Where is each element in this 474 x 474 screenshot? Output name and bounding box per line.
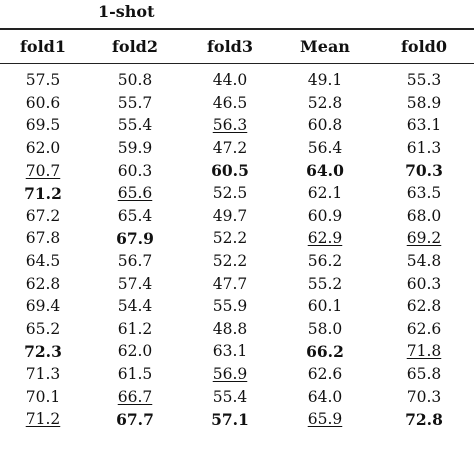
header-fold2: fold2 [112, 36, 158, 56]
table-row [0, 385, 474, 408]
table-cell: 67.7 [116, 409, 154, 429]
header-fold0: fold0 [401, 36, 447, 56]
table-cell: 55.7 [117, 93, 153, 112]
table-cell: 65.9 [307, 410, 343, 429]
table-cell: 61.3 [406, 139, 442, 158]
table-cell: 44.0 [212, 71, 248, 90]
table-cell: 49.1 [307, 71, 343, 90]
table-cell: 63.1 [406, 116, 442, 135]
table-row [0, 272, 474, 295]
table-cell: 70.3 [406, 387, 442, 406]
table-cell: 61.2 [117, 319, 153, 338]
table-cell: 66.7 [117, 387, 153, 406]
table-cell: 71.8 [406, 342, 442, 361]
table-cell: 65.8 [406, 365, 442, 384]
table-row [0, 114, 474, 137]
table-cell: 67.2 [25, 206, 61, 225]
table-cell: 70.1 [25, 387, 61, 406]
group-title-1-shot: 1-shot [98, 2, 155, 21]
table-cell: 64.5 [25, 252, 61, 271]
table-cell: 65.2 [25, 319, 61, 338]
table-cell: 60.3 [117, 161, 153, 180]
table-cell: 55.4 [117, 116, 153, 135]
table-cell: 59.9 [117, 139, 153, 158]
table-cell: 62.6 [406, 319, 442, 338]
table-row [0, 363, 474, 386]
table-cell: 57.4 [117, 274, 153, 293]
table-cell: 67.9 [116, 228, 154, 248]
header-fold3: fold3 [207, 36, 253, 56]
table-cell: 60.9 [307, 206, 343, 225]
table-cell: 52.5 [212, 184, 248, 203]
table-cell: 63.1 [212, 342, 248, 361]
header-fold1: fold1 [20, 36, 66, 56]
table-cell: 71.2 [25, 410, 61, 429]
table-cell: 72.8 [405, 409, 443, 429]
results-table [0, 29, 474, 431]
table-cell: 52.2 [212, 252, 248, 271]
table-row [0, 250, 474, 273]
table-cell: 58.9 [406, 93, 442, 112]
table-cell: 62.0 [117, 342, 153, 361]
table-cell: 55.2 [307, 274, 343, 293]
table-cell: 62.8 [25, 274, 61, 293]
table-cell: 69.2 [406, 229, 442, 248]
table-cell: 62.9 [307, 229, 343, 248]
table-cell: 47.7 [212, 274, 248, 293]
table-cell: 71.3 [25, 365, 61, 384]
table-cell: 56.4 [307, 139, 343, 158]
table-row [0, 340, 474, 363]
table-cell: 55.4 [212, 387, 248, 406]
table-cell: 72.3 [24, 341, 62, 361]
table-cell: 56.7 [117, 252, 153, 271]
table-cell: 55.9 [212, 297, 248, 316]
table-cell: 58.0 [307, 319, 343, 338]
table-cell: 48.8 [212, 319, 248, 338]
header-row [0, 29, 474, 63]
table-row [0, 159, 474, 182]
table-row [0, 63, 474, 92]
table-cell: 46.5 [212, 93, 248, 112]
table-cell: 70.3 [405, 161, 443, 181]
table-cell: 60.6 [25, 93, 61, 112]
table-cell: 71.2 [24, 183, 62, 203]
table-row [0, 182, 474, 205]
table-cell: 60.3 [406, 274, 442, 293]
table-cell: 60.1 [307, 297, 343, 316]
table-row [0, 205, 474, 228]
table-cell: 64.0 [307, 387, 343, 406]
table-cell: 60.8 [307, 116, 343, 135]
table-cell: 65.6 [117, 184, 153, 203]
table-cell: 54.8 [406, 252, 442, 271]
table-cell: 61.5 [117, 365, 153, 384]
table-cell: 63.5 [406, 184, 442, 203]
table-body [0, 63, 474, 431]
table-cell: 69.4 [25, 297, 61, 316]
table-row [0, 295, 474, 318]
table-cell: 56.3 [212, 116, 248, 135]
table-row [0, 318, 474, 341]
table-cell: 52.2 [212, 229, 248, 248]
table-cell: 47.2 [212, 139, 248, 158]
table-cell: 68.0 [406, 206, 442, 225]
table-cell: 57.5 [25, 71, 61, 90]
table-cell: 56.9 [212, 365, 248, 384]
table-cell: 50.8 [117, 71, 153, 90]
table-cell: 54.4 [117, 297, 153, 316]
table-cell: 62.8 [406, 297, 442, 316]
table-row [0, 137, 474, 160]
header-mean: Mean [300, 36, 350, 56]
table-cell: 62.1 [307, 184, 343, 203]
table-cell: 66.2 [306, 341, 344, 361]
table-cell: 57.1 [211, 409, 249, 429]
table-cell: 62.6 [307, 365, 343, 384]
table-row [0, 92, 474, 115]
table-cell: 67.8 [25, 229, 61, 248]
table-cell: 56.2 [307, 252, 343, 271]
table-cell: 69.5 [25, 116, 61, 135]
table-row [0, 227, 474, 250]
table-cell: 64.0 [306, 161, 344, 181]
table-cell: 55.3 [406, 71, 442, 90]
table-cell: 60.5 [211, 161, 249, 181]
table-cell: 70.7 [25, 161, 61, 180]
table-row [0, 408, 474, 431]
table-cell: 52.8 [307, 93, 343, 112]
table-cell: 65.4 [117, 206, 153, 225]
table-cell: 62.0 [25, 139, 61, 158]
table-cell: 49.7 [212, 206, 248, 225]
